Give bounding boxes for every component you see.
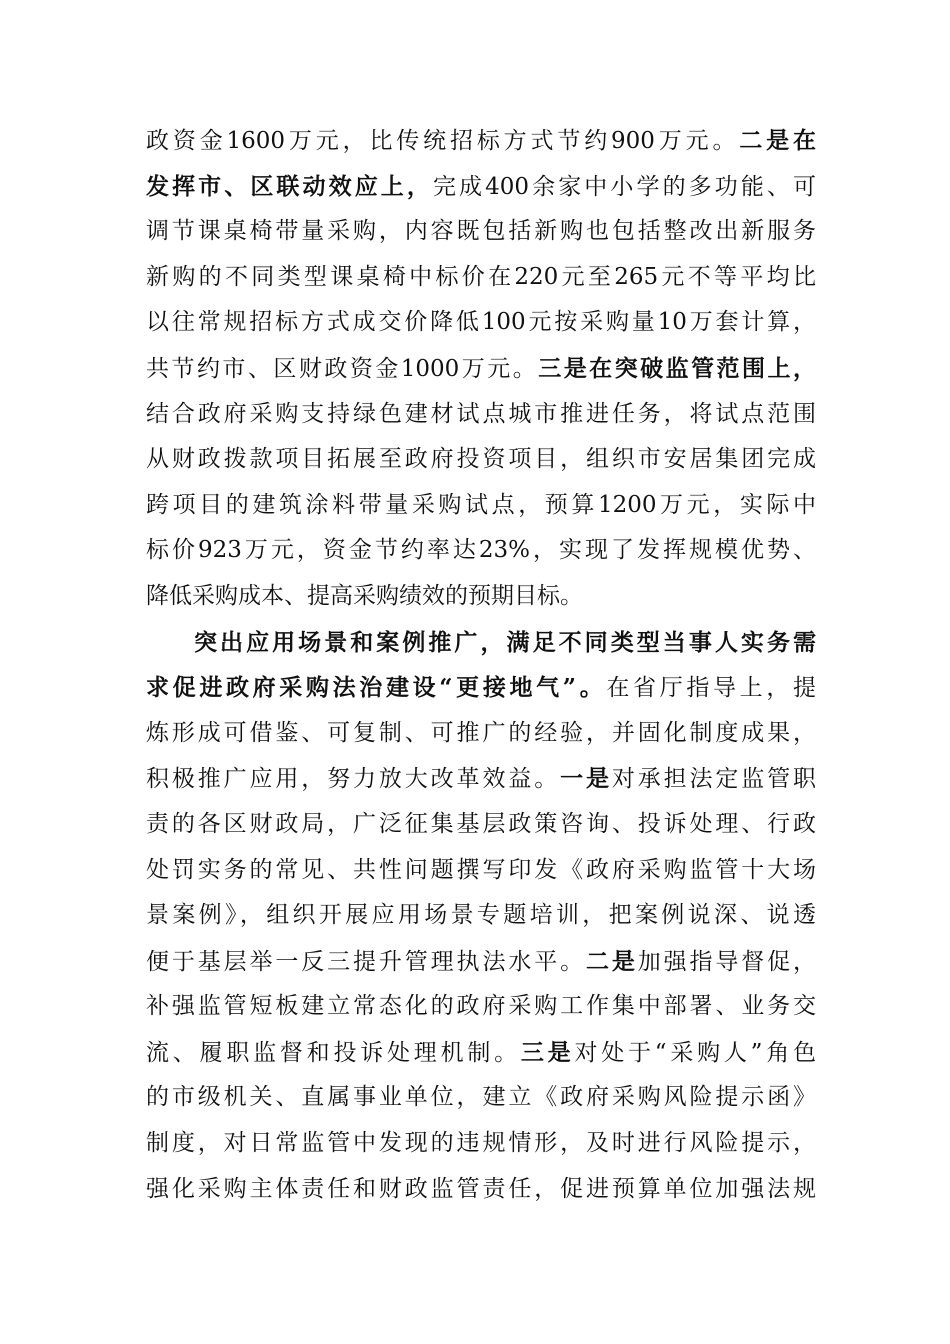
text-line [146,437,816,483]
text-run: 对处于“采购人”角色 [574,1039,816,1066]
text-run: 跨项目的建筑涂料带量采购试点，预算1200万元，实际中 [146,491,816,518]
text-run: 完成400余家中小学的多功能、可 [432,173,817,200]
text-line [146,756,816,802]
text-line [146,984,816,1030]
text-line [146,528,816,574]
text-line [146,711,816,757]
text-line [146,118,816,164]
text-run: 的市级机关、直属事业单位，建立《政府采购风险提示函》 [146,1084,816,1111]
text-run: 新购的不同类型课桌椅中标价在220元至265元不等平均比 [146,263,816,290]
text-run: 结合政府采购支持绿色建材试点城市推进任务，将试点范围 [146,400,816,427]
text-run: 降低采购成本、提高采购绩效的预期目标。 [146,582,583,609]
text-run: 便于基层举一反三提升管理执法水平。 [146,948,586,975]
text-run: 处罚实务的常见、共性问题撰写印发《政府采购监管十大场 [146,856,816,883]
text-line [146,848,816,894]
text-run: 共节约市、区财政资金1000万元。 [146,355,539,382]
text-run: 责的各区财政局，广泛征集基层政策咨询、投诉处理、行政 [146,810,816,837]
text-line [146,893,816,939]
bold-text: 求促进政府采购法治建设“更接地气”。 [146,674,607,702]
text-line [146,620,816,666]
text-line [146,255,816,301]
text-line [146,300,816,346]
text-run: 以往常规招标方式成交价降低100元按采购量10万套计算， [146,309,816,336]
text-run: 炼形成可借鉴、可复制、可推广的经验，并固化制度成果， [146,719,816,746]
text-line [146,209,816,255]
text-run: 从财政拨款项目拓展至政府投资项目，组织市安居集团完成 [146,446,816,473]
bold-text: 三是在突破监管范围上， [538,354,816,382]
text-line [146,802,816,848]
text-line [146,1075,816,1121]
text-run: 积极推广应用，努力放大改革效益。 [146,766,561,793]
bold-text: 三是 [520,1038,575,1066]
bold-text: 发挥市、区联动效应上， [146,172,433,200]
text-line [146,1167,816,1213]
text-line [146,483,816,529]
text-run: 景案例》，组织开展应用场景专题培训，把案例说深、说透 [146,902,816,929]
text-line [146,392,816,438]
text-run: 补强监管短板建立常态化的政府采购工作集中部署、业务交 [146,993,816,1020]
bold-text: 一是 [560,765,612,793]
text-run: 标价923万元，资金节约率达23%，实现了发挥规模优势、 [146,537,816,564]
document-body [146,118,816,1212]
text-run: 强化采购主体责任和财政监管责任，促进预算单位加强法规 [146,1175,816,1202]
text-run: 加强指导督促， [637,948,817,975]
text-line [146,164,816,210]
text-run: 制度，对日常监管中发现的违规情形，及时进行风险提示， [146,1130,816,1157]
text-line [146,1121,816,1167]
text-run: 政资金1600万元，比传统招标方式节约900万元。 [146,128,740,154]
text-line [146,346,816,392]
bold-text: 二是 [585,947,638,975]
paragraph [146,620,816,1213]
text-line [146,665,816,711]
text-line [146,574,816,620]
text-run: 调节课桌椅带量采购，内容既包括新购也包括整改出新服务 [146,218,816,245]
paragraph [146,118,816,620]
bold-text: 二是在 [739,127,816,154]
text-run: 流、履职监督和投诉处理机制。 [146,1039,521,1066]
text-line [146,939,816,985]
text-run: 在省厅指导上，提 [606,675,817,702]
text-line [146,1030,816,1076]
bold-text: 突出应用场景和案例推广，满足不同类型当事人实务需 [194,628,816,656]
text-run: 对承担法定监管职 [611,766,817,793]
